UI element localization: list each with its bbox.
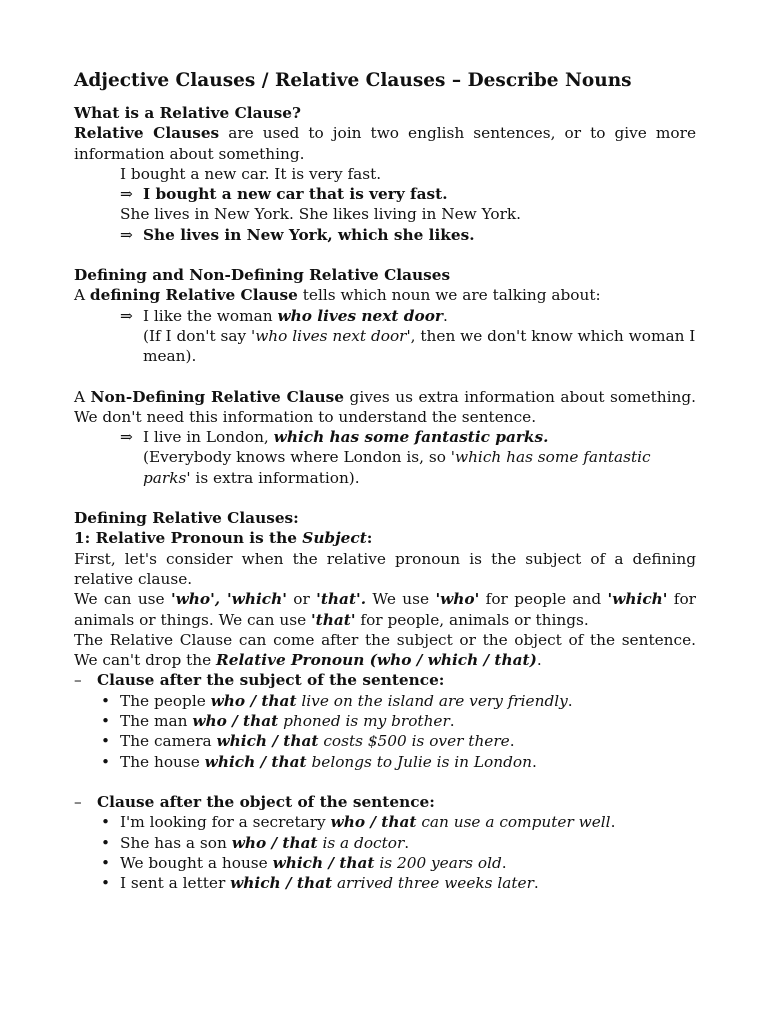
subject-clause-heading	[74, 670, 696, 690]
text-run: We use	[366, 590, 436, 609]
clause-text: belongs to Julie is in London	[306, 752, 532, 771]
text-run: .	[567, 691, 573, 710]
term-non-defining: Non-Defining Relative Clause	[90, 387, 345, 406]
non-defining-paragraph	[74, 387, 696, 428]
text-run: .	[509, 732, 515, 751]
example-sentence	[74, 306, 696, 326]
term-defining: defining Relative Clause	[89, 286, 298, 305]
text-run: A	[74, 286, 90, 305]
text-run: .	[531, 752, 537, 771]
text-run: I'm looking for a secretary	[120, 813, 331, 832]
clause-text: live on the island are very friendly	[296, 691, 568, 710]
spacer	[74, 245, 696, 265]
definition-paragraph	[74, 123, 696, 164]
text-run: for people, animals or things.	[355, 610, 589, 629]
arrow-right-icon: ⇒	[120, 306, 133, 325]
bullet-icon: •	[101, 853, 111, 872]
pronoun-emphasis: which / that	[230, 874, 333, 893]
text-run: .	[501, 853, 507, 872]
text-run: .	[536, 651, 542, 670]
arrow-right-icon: ⇒	[120, 225, 133, 244]
term-relative-clauses: Relative Clauses	[74, 124, 220, 143]
list-item	[74, 853, 696, 873]
document-page	[74, 66, 696, 893]
text-run: (Everybody knows where London is, so	[143, 448, 451, 467]
text-run: The camera	[120, 732, 217, 751]
spacer	[74, 488, 696, 508]
text-run: , then we don't know which woman I mean).	[143, 326, 696, 366]
text-run: I live in London,	[143, 428, 274, 447]
clause-text: is a doctor	[317, 833, 405, 852]
list-item	[74, 691, 696, 711]
clause-text: arrived three weeks later	[332, 874, 534, 893]
bullet-icon: •	[101, 752, 111, 771]
bullet-icon: •	[101, 813, 111, 832]
pronoun-emphasis: who / that	[330, 813, 417, 832]
pronoun-emphasis: who / that	[210, 691, 297, 710]
pronoun-emphasis: 'that'	[311, 610, 356, 629]
list-item	[74, 812, 696, 832]
pronoun-emphasis: 'that'.	[316, 590, 367, 609]
list-item	[74, 711, 696, 731]
quoted-clause: 'which has some fantastic parks'	[143, 448, 651, 487]
clause-text: can use a computer well	[416, 813, 611, 832]
usage-paragraph	[74, 589, 696, 630]
text-run: .	[442, 306, 448, 325]
section-heading-defining-clauses: Defining Relative Clauses:	[74, 509, 299, 528]
list-item	[74, 833, 696, 853]
spacer	[74, 772, 696, 792]
intro-paragraph: First, let's consider when the relative pronoun is the subject of a defining relative clause.	[74, 549, 696, 588]
example-sentence: She lives in New York. She likes living in New York.	[120, 205, 522, 224]
text-run: The man	[120, 712, 193, 731]
pronoun-emphasis: who / that	[192, 712, 279, 731]
example-result	[74, 225, 696, 245]
text-run: :	[366, 529, 373, 548]
bullet-icon: •	[101, 874, 111, 893]
defining-paragraph	[74, 285, 696, 305]
pronoun-emphasis: 'who'	[435, 590, 480, 609]
subject-examples-list	[74, 691, 696, 772]
dash-icon: –	[74, 792, 82, 811]
text-run: Clause after the object of the sentence:	[97, 792, 435, 811]
text-run: Clause after the subject of the sentence:	[97, 671, 445, 690]
term-subject: Subject	[302, 529, 367, 548]
page-title: Adjective Clauses / Relative Clauses – Describe Nouns	[74, 70, 632, 91]
quoted-clause: 'who lives next door'	[250, 326, 411, 345]
subsection-heading-subject	[74, 528, 696, 548]
text-run: I like the woman	[143, 306, 278, 325]
list-item	[74, 873, 696, 893]
example-sentence	[74, 427, 696, 447]
example-result-text: I bought a new car that is very fast.	[143, 185, 448, 204]
clause-text: is 200 years old	[374, 853, 502, 872]
text-run: or	[286, 590, 317, 609]
arrow-right-icon: ⇒	[120, 185, 133, 204]
pronoun-emphasis: which / that	[204, 752, 307, 771]
dash-icon: –	[74, 671, 82, 690]
definition-text: are used to join two english sentences, or to give more information about something.	[74, 124, 697, 163]
list-item	[74, 752, 696, 772]
text-run: .	[404, 833, 410, 852]
pronoun-emphasis: which / that	[216, 732, 319, 751]
example-result-text: She lives in New York, which she likes.	[143, 225, 475, 244]
example-note	[74, 326, 696, 367]
section-heading-defining: Defining and Non-Defining Relative Clauses	[74, 266, 451, 285]
list-item	[74, 731, 696, 751]
pronoun-emphasis: Relative Pronoun (who / which / that)	[216, 651, 537, 670]
example-note	[74, 447, 696, 488]
relative-clause-emphasis: who lives next door	[277, 306, 443, 325]
text-run: 1: Relative Pronoun is the	[74, 529, 303, 548]
bullet-icon: •	[101, 732, 111, 751]
pronoun-emphasis: who / that	[231, 833, 318, 852]
text-run: .	[533, 874, 539, 893]
clause-text: phoned is my brother	[278, 712, 450, 731]
spacer	[74, 367, 696, 387]
text-run: A	[74, 387, 91, 406]
arrow-right-icon: ⇒	[120, 428, 133, 447]
text-run: .	[610, 813, 616, 832]
text-run: for animals or things. We can use	[74, 590, 696, 629]
section-heading-what-is: What is a Relative Clause?	[74, 104, 301, 122]
object-clause-heading	[74, 792, 696, 812]
text-run: She has a son	[120, 833, 232, 852]
bullet-icon: •	[101, 691, 111, 710]
text-run: gives us extra information about something. We don't need this information to understand the sentence.	[74, 387, 696, 426]
text-run: for people and	[479, 590, 608, 609]
object-examples-list	[74, 812, 696, 893]
pronoun-emphasis: which / that	[272, 853, 375, 872]
text-run: The people	[120, 691, 211, 710]
example-sentence: I bought a new car. It is very fast.	[120, 164, 382, 183]
text-run: I sent a letter	[120, 874, 231, 893]
text-run: is extra information).	[190, 468, 360, 487]
text-run: tells which noun we are talking about:	[297, 286, 601, 305]
clause-text: costs $500 is over there	[318, 732, 510, 751]
text-run: (If I don't say	[143, 326, 251, 345]
example-result	[74, 184, 696, 204]
pronoun-emphasis: 'which'	[607, 590, 668, 609]
text-run: We bought a house	[120, 853, 273, 872]
relative-clause-emphasis: which has some fantastic parks.	[273, 428, 549, 447]
text-run: The Relative Clause can come after the subject or the object of the sentence. We can't drop the	[74, 630, 696, 670]
pronoun-emphasis: 'who', 'which'	[170, 590, 287, 609]
text-run: We can use	[74, 590, 171, 609]
text-run: The house	[120, 752, 205, 771]
bullet-icon: •	[101, 833, 111, 852]
text-run: .	[449, 712, 455, 731]
bullet-icon: •	[101, 712, 111, 731]
position-paragraph	[74, 630, 696, 671]
